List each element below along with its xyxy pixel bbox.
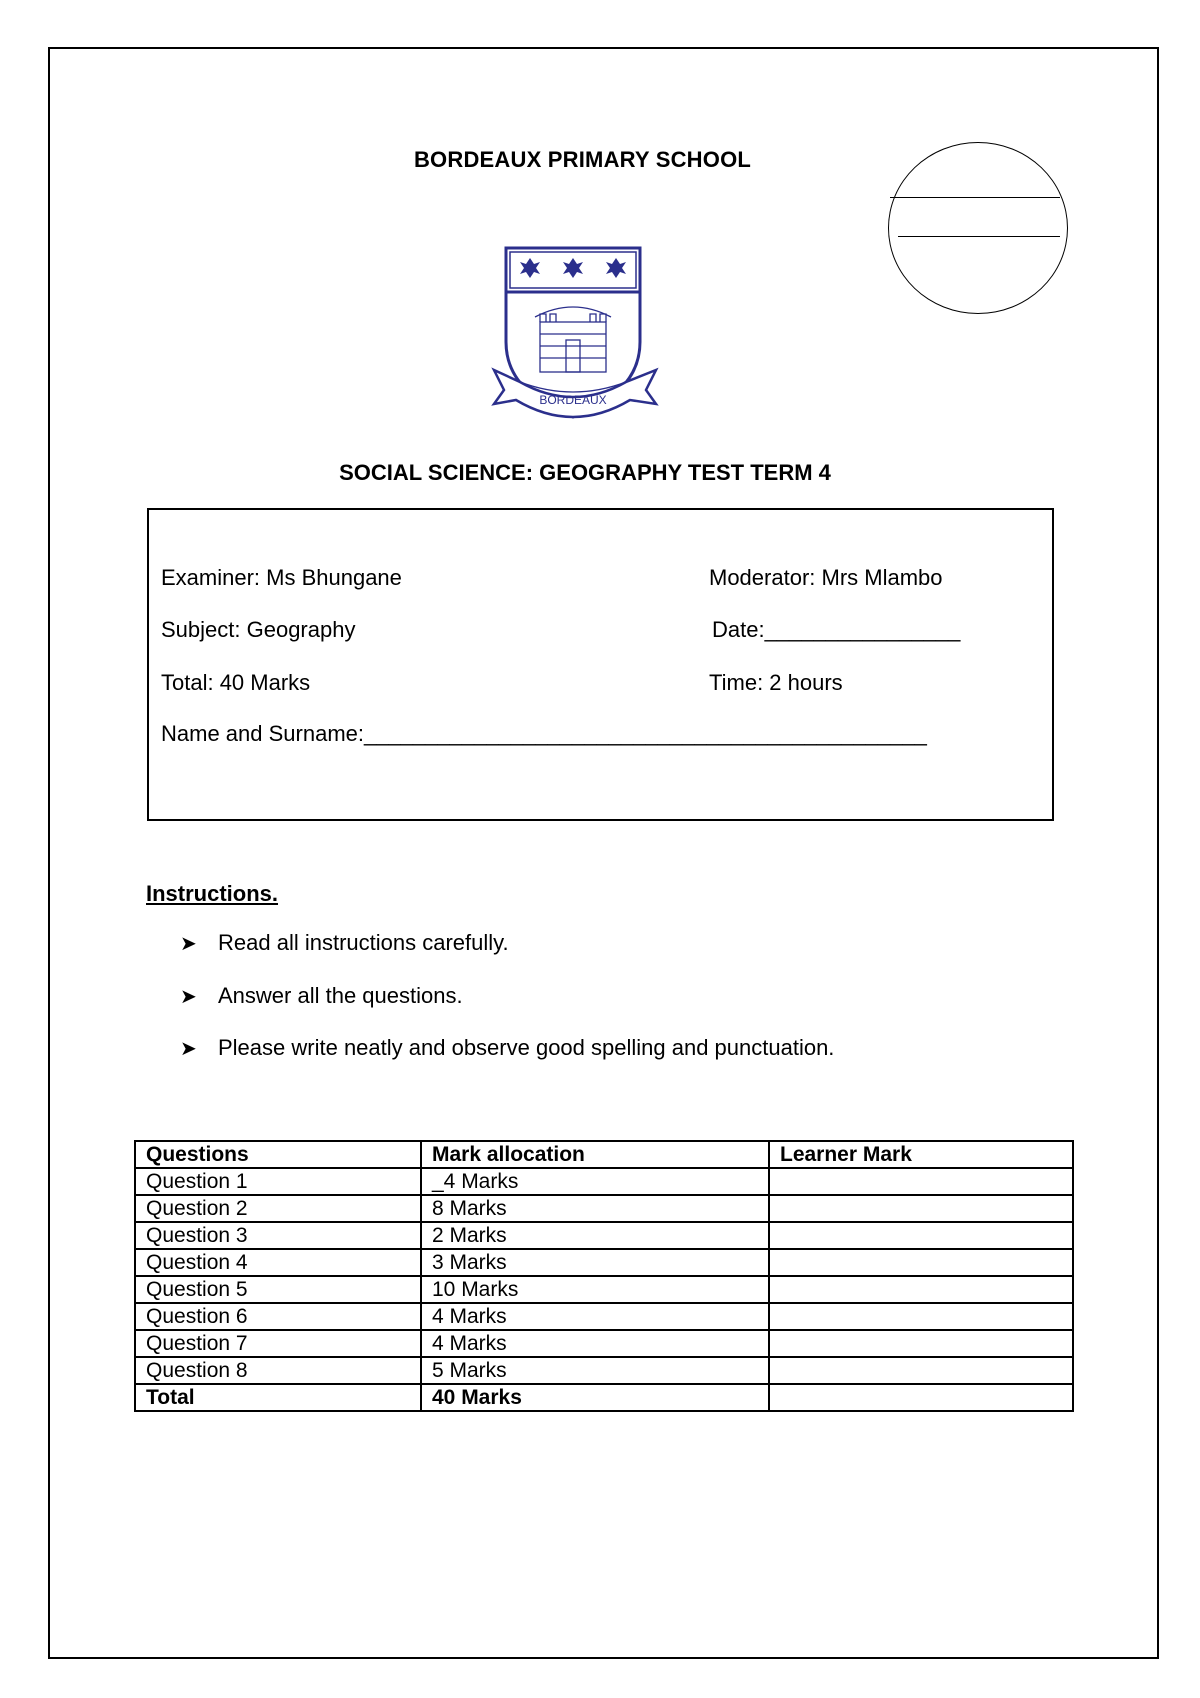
crest-motto: BORDEAUX bbox=[539, 393, 607, 407]
table-row bbox=[135, 1303, 1073, 1330]
question-cell: Question 3 bbox=[135, 1222, 421, 1249]
table-row bbox=[135, 1357, 1073, 1384]
mark-allocation-cell: 4 Marks bbox=[421, 1330, 769, 1357]
header-questions: Questions bbox=[135, 1141, 421, 1168]
instruction-text: Please write neatly and observe good spelling and punctuation. bbox=[218, 1035, 835, 1060]
subject-field: Subject: Geography bbox=[161, 617, 356, 642]
total-learner-mark-cell[interactable] bbox=[769, 1384, 1073, 1411]
marks-table bbox=[134, 1140, 1074, 1412]
arrow-bullet-icon: ➤ bbox=[180, 1037, 197, 1060]
instruction-text: Read all instructions carefully. bbox=[218, 930, 509, 955]
table-row bbox=[135, 1249, 1073, 1276]
school-crest-logo bbox=[490, 242, 660, 427]
date-field[interactable]: Date:________________ bbox=[712, 617, 961, 642]
total-label-cell: Total bbox=[135, 1384, 421, 1411]
instructions-heading: Instructions. bbox=[146, 881, 279, 906]
time-field: Time: 2 hours bbox=[709, 670, 843, 695]
mark-allocation-cell: 10 Marks bbox=[421, 1276, 769, 1303]
name-surname-field[interactable]: Name and Surname:______________________________________________ bbox=[161, 721, 927, 746]
learner-mark-cell[interactable] bbox=[769, 1357, 1073, 1384]
total-marks-cell: 40 Marks bbox=[421, 1384, 769, 1411]
learner-mark-cell[interactable] bbox=[769, 1249, 1073, 1276]
arrow-bullet-icon: ➤ bbox=[180, 985, 197, 1008]
mark-allocation-cell: 5 Marks bbox=[421, 1357, 769, 1384]
instruction-item bbox=[180, 930, 509, 956]
info-box bbox=[147, 508, 1054, 821]
mark-allocation-cell: 8 Marks bbox=[421, 1195, 769, 1222]
mark-allocation-cell: 4 Marks bbox=[421, 1303, 769, 1330]
table-total-row bbox=[135, 1384, 1073, 1411]
learner-mark-cell[interactable] bbox=[769, 1222, 1073, 1249]
table-header-row bbox=[135, 1141, 1073, 1168]
instruction-item bbox=[180, 1035, 834, 1061]
question-cell: Question 2 bbox=[135, 1195, 421, 1222]
question-cell: Question 7 bbox=[135, 1330, 421, 1357]
learner-mark-cell[interactable] bbox=[769, 1195, 1073, 1222]
question-cell: Question 8 bbox=[135, 1357, 421, 1384]
instruction-text: Answer all the questions. bbox=[218, 983, 463, 1008]
moderator-field: Moderator: Mrs Mlambo bbox=[709, 565, 943, 590]
instruction-item bbox=[180, 983, 463, 1009]
total-field: Total: 40 Marks bbox=[161, 670, 311, 695]
question-cell: Question 6 bbox=[135, 1303, 421, 1330]
mark-circle-line-top bbox=[890, 197, 1060, 198]
mark-circle bbox=[888, 142, 1068, 314]
question-cell: Question 4 bbox=[135, 1249, 421, 1276]
learner-mark-cell[interactable] bbox=[769, 1303, 1073, 1330]
arrow-bullet-icon: ➤ bbox=[180, 932, 197, 955]
learner-mark-cell[interactable] bbox=[769, 1276, 1073, 1303]
question-cell: Question 5 bbox=[135, 1276, 421, 1303]
test-title: SOCIAL SCIENCE: GEOGRAPHY TEST TERM 4 bbox=[339, 460, 831, 485]
mark-allocation-cell: 2 Marks bbox=[421, 1222, 769, 1249]
table-row bbox=[135, 1330, 1073, 1357]
table-row bbox=[135, 1168, 1073, 1195]
header-mark-allocation: Mark allocation bbox=[421, 1141, 769, 1168]
mark-allocation-cell: 3 Marks bbox=[421, 1249, 769, 1276]
mark-circle-line-bottom bbox=[898, 236, 1060, 237]
examiner-field: Examiner: Ms Bhungane bbox=[161, 565, 402, 590]
header-learner-mark: Learner Mark bbox=[769, 1141, 1073, 1168]
table-row bbox=[135, 1195, 1073, 1222]
table-row bbox=[135, 1222, 1073, 1249]
question-cell: Question 1 bbox=[135, 1168, 421, 1195]
mark-allocation-cell: _4 Marks bbox=[421, 1168, 769, 1195]
learner-mark-cell[interactable] bbox=[769, 1168, 1073, 1195]
table-row bbox=[135, 1276, 1073, 1303]
learner-mark-cell[interactable] bbox=[769, 1330, 1073, 1357]
school-name: BORDEAUX PRIMARY SCHOOL bbox=[413, 147, 752, 172]
